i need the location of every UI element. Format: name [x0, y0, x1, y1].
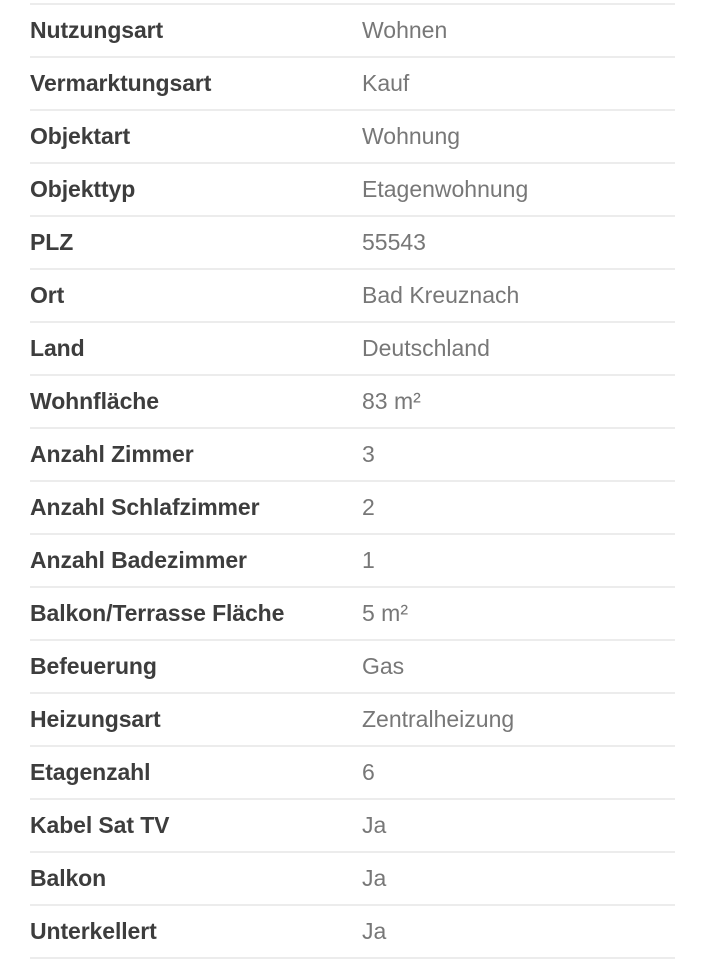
details-row-nutzungsart	[30, 5, 675, 58]
details-row-anzahl-zimmer	[30, 429, 675, 482]
row-label: Objekttyp	[30, 176, 136, 202]
row-label: Anzahl Badezimmer	[30, 547, 247, 573]
row-label: Wohnfläche	[30, 388, 159, 414]
details-row-anzahl-schlafzimmer	[30, 482, 675, 535]
row-label: Land	[30, 335, 85, 361]
row-value: Etagenwohnung	[362, 176, 529, 202]
row-label: Objektart	[30, 123, 131, 149]
row-label: Heizungsart	[30, 706, 161, 732]
row-value: Ja	[362, 918, 387, 944]
row-label: Anzahl Schlafzimmer	[30, 494, 260, 520]
row-label: Ort	[30, 282, 65, 308]
row-label: Balkon/Terrasse Fläche	[30, 600, 285, 626]
details-row-vermarktungsart	[30, 58, 675, 111]
row-label: Befeuerung	[30, 653, 157, 679]
row-label: Vermarktungsart	[30, 70, 212, 96]
details-row-plz	[30, 217, 675, 270]
details-row-befeuerung	[30, 641, 675, 694]
details-row-kabel-sat-tv	[30, 800, 675, 853]
details-row-etagenzahl	[30, 747, 675, 800]
details-row-anzahl-badezimmer	[30, 535, 675, 588]
row-value: Zentralheizung	[362, 706, 515, 732]
property-details-table	[30, 3, 675, 959]
row-value: Bad Kreuznach	[362, 282, 520, 308]
row-value: 1	[362, 547, 375, 573]
details-row-objekttyp	[30, 164, 675, 217]
row-value: 83 m²	[362, 388, 421, 414]
details-row-objektart	[30, 111, 675, 164]
details-row-balkon-terrasse-flaeche	[30, 588, 675, 641]
row-label: PLZ	[30, 229, 74, 255]
row-value: Wohnen	[362, 17, 448, 43]
details-row-heizungsart	[30, 694, 675, 747]
details-row-land	[30, 323, 675, 376]
details-row-ort	[30, 270, 675, 323]
row-value: Ja	[362, 865, 387, 891]
row-value: Deutschland	[362, 335, 490, 361]
details-row-balkon	[30, 853, 675, 906]
row-label: Nutzungsart	[30, 17, 164, 43]
row-label: Balkon	[30, 865, 107, 891]
row-value: Gas	[362, 653, 405, 679]
row-label: Unterkellert	[30, 918, 157, 944]
row-value: Kauf	[362, 70, 410, 96]
details-row-wohnflaeche	[30, 376, 675, 429]
row-value: 5 m²	[362, 600, 408, 626]
row-value: 2	[362, 494, 375, 520]
row-label: Etagenzahl	[30, 759, 151, 785]
row-value: Wohnung	[362, 123, 461, 149]
row-value: Ja	[362, 812, 387, 838]
details-row-unterkellert	[30, 906, 675, 959]
row-label: Anzahl Zimmer	[30, 441, 194, 467]
row-value: 6	[362, 759, 375, 785]
row-label: Kabel Sat TV	[30, 812, 170, 838]
row-value: 55543	[362, 229, 426, 255]
row-value: 3	[362, 441, 375, 467]
